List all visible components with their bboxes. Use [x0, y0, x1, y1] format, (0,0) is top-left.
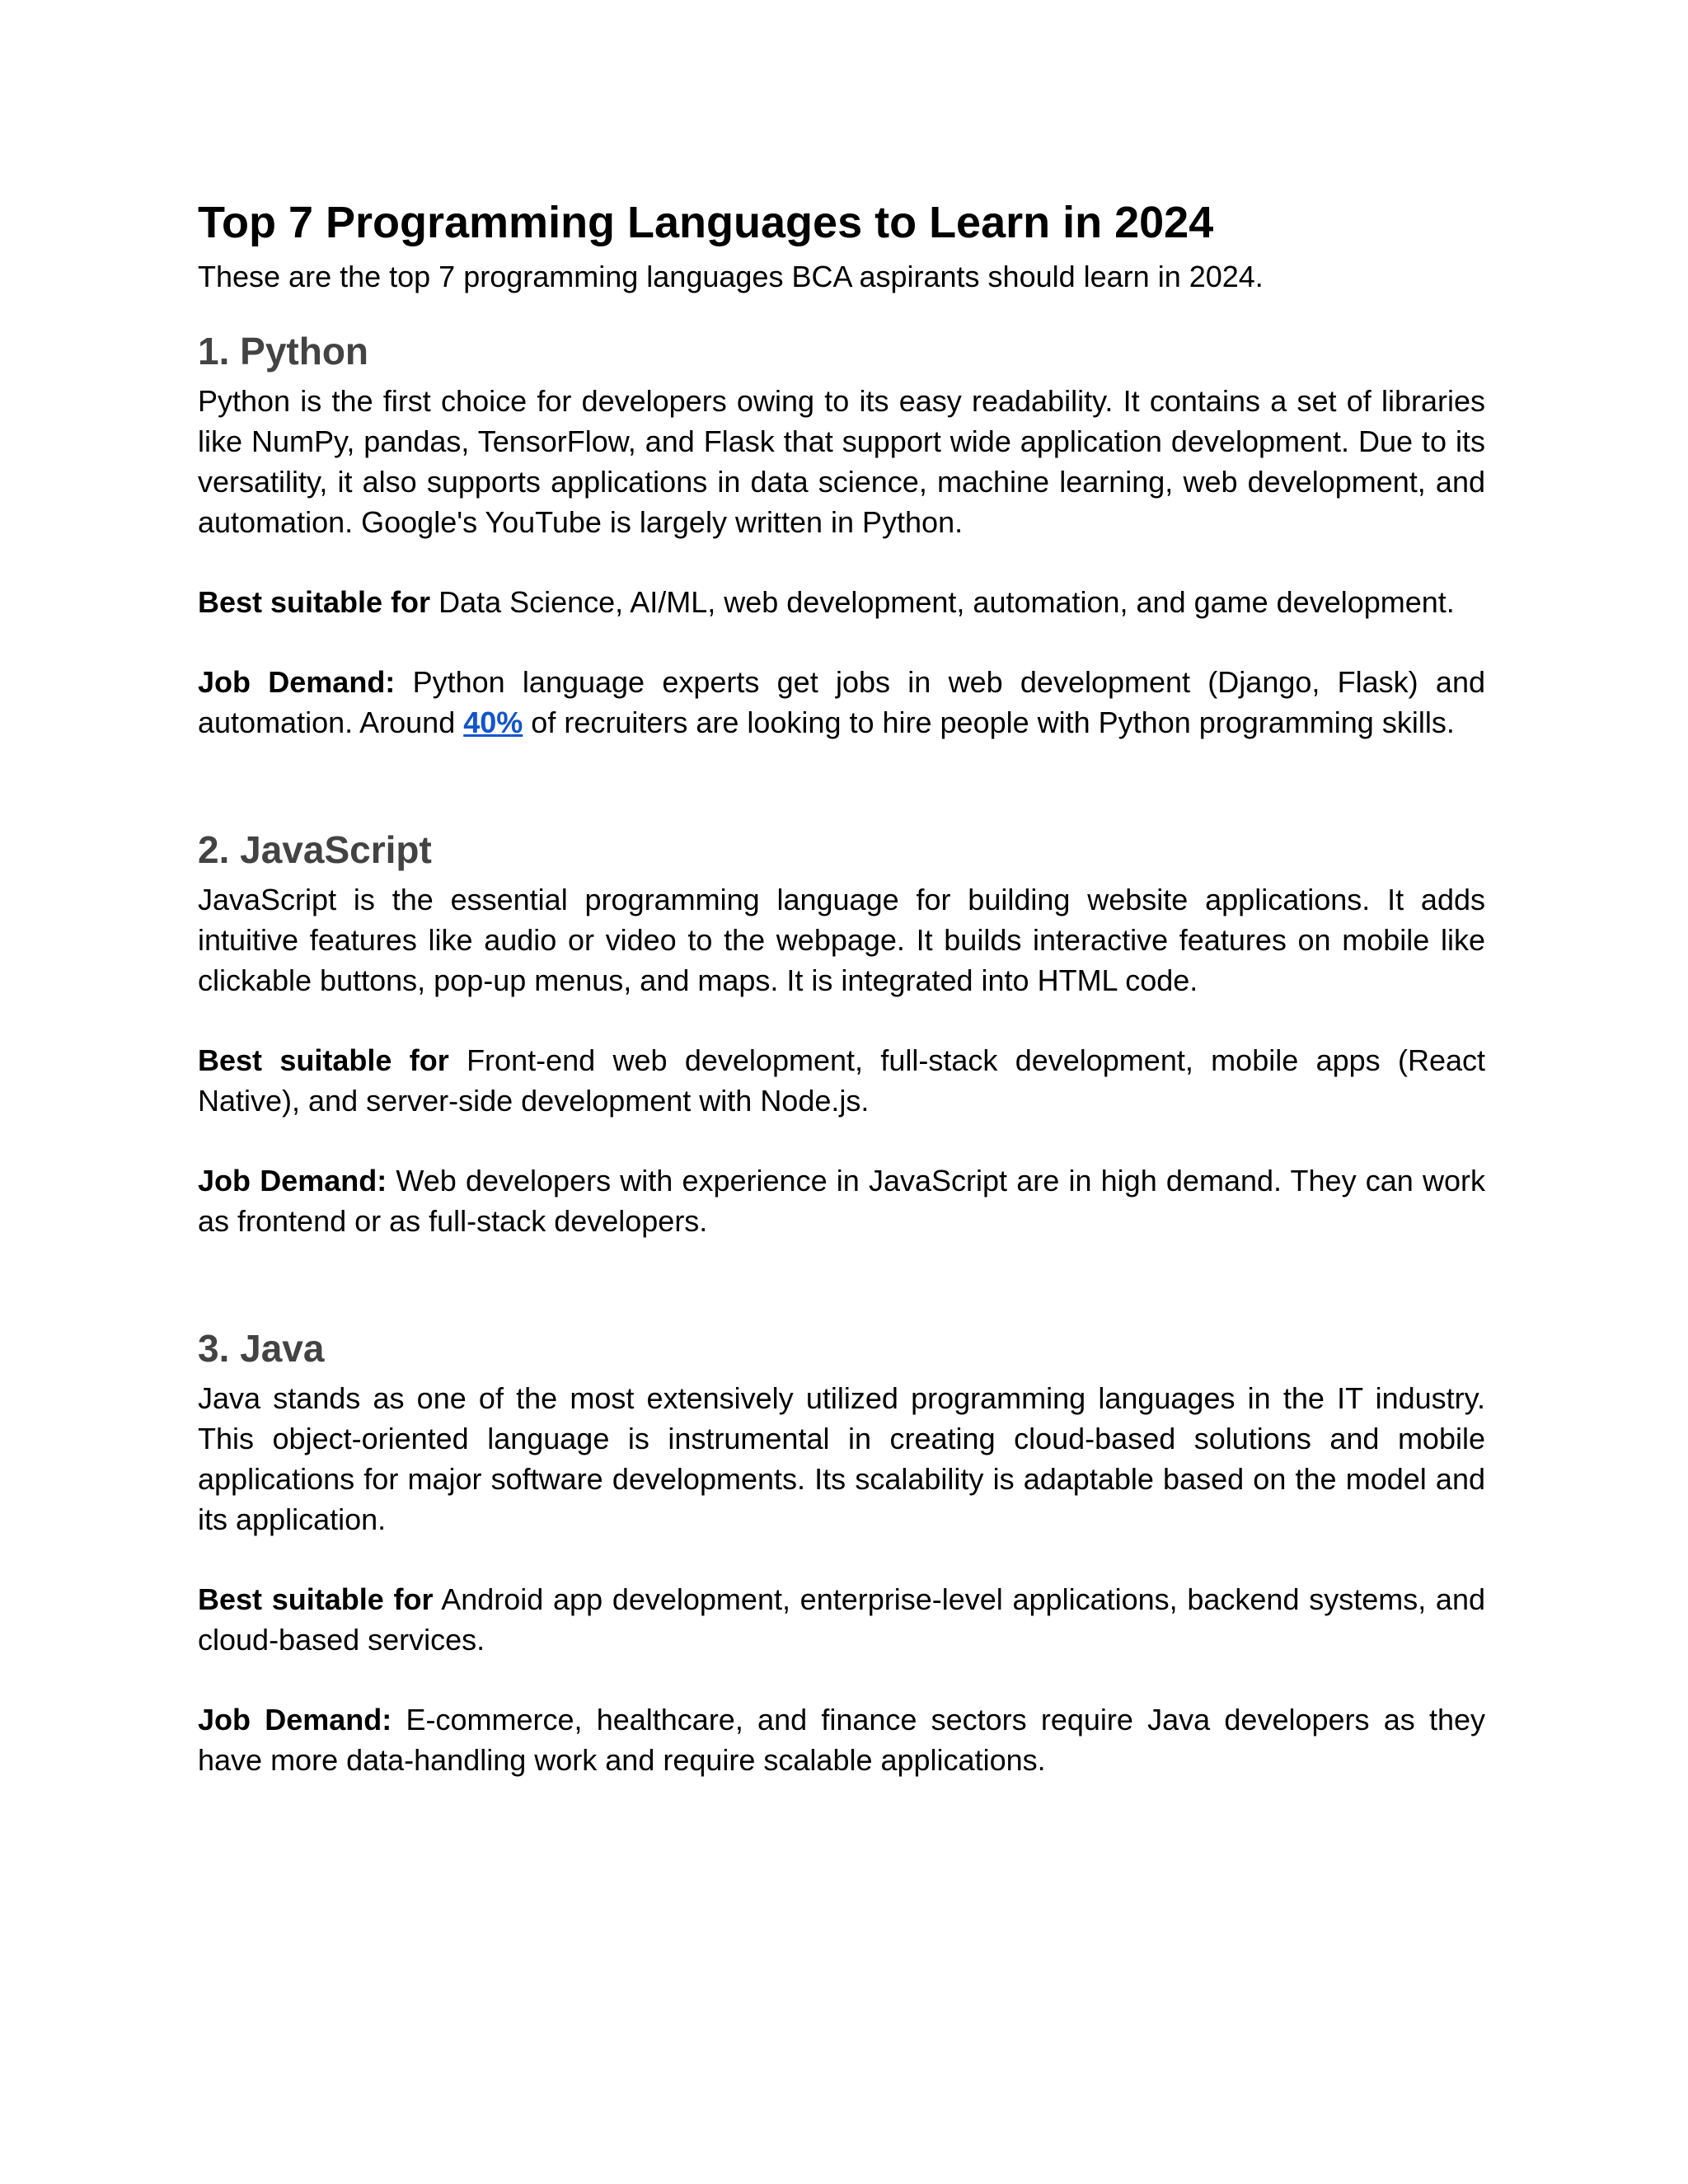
- best-suitable-paragraph: [198, 1040, 1485, 1121]
- best-suitable-text: Front-end web development, full-stack development, mobile apps (React Native), and server-side development with Node.js.: [198, 1043, 1485, 1118]
- best-suitable-label: Best suitable for: [198, 1043, 449, 1077]
- best-suitable-label: Best suitable for: [198, 585, 431, 619]
- job-demand-paragraph: [198, 1160, 1485, 1241]
- job-demand-text: E-commerce, healthcare, and finance sectors require Java developers as they have more data-handling work and require scalable applications.: [198, 1703, 1486, 1777]
- section-javascript: [198, 825, 1485, 1241]
- page-title: Top 7 Programming Languages to Learn in 2024: [198, 198, 1214, 247]
- best-suitable-text: Data Science, AI/ML, web development, automation, and game development.: [430, 585, 1455, 619]
- job-demand-label: Job Demand:: [198, 665, 396, 699]
- section-description: JavaScript is the essential programming language for building website applications. It adds intuitive features like audio or video to the webpage. It builds interactive features on mobile like clickable buttons, pop-up menus, and maps. It is integrated into HTML code.: [198, 883, 1485, 997]
- job-demand-text: Python language experts get jobs in web development (Django, Flask) and automation. Around: [198, 665, 1485, 739]
- job-demand-text-after: of recruiters are looking to hire people with Python programming skills.: [523, 705, 1455, 739]
- job-demand-paragraph: [198, 1699, 1485, 1780]
- section-description: Python is the first choice for developers owing to its easy readability. It contains a set of libraries like NumPy, pandas, TensorFlow, and Flask that support wide application development. Due to its versatility, it also supports applications in data science, machine learning, web development, and automation. Google's YouTube is largely written in Python.: [198, 384, 1485, 539]
- document-page: [198, 194, 1485, 1780]
- best-suitable-paragraph: [198, 582, 1485, 622]
- section-heading: 1. Python: [198, 330, 369, 373]
- best-suitable-text: Android app development, enterprise-level applications, backend systems, and cloud-based services.: [198, 1582, 1485, 1657]
- section-heading: 2. JavaScript: [198, 828, 432, 871]
- best-suitable-label: Best suitable for: [198, 1582, 434, 1616]
- section-heading: 3. Java: [198, 1327, 325, 1370]
- intro-paragraph: These are the top 7 programming languages BCA aspirants should learn in 2024.: [198, 260, 1264, 293]
- job-demand-text: Web developers with experience in JavaScript are in high demand. They can work as frontend or as full-stack developers.: [198, 1164, 1486, 1238]
- section-description: Java stands as one of the most extensively utilized programming languages in the IT industry. This object-oriented language is instrumental in creating cloud-based solutions and mobile applications for major software developments. Its scalability is adaptable based on the model and its application.: [198, 1381, 1485, 1536]
- job-demand-label: Job Demand:: [198, 1703, 392, 1736]
- best-suitable-paragraph: [198, 1579, 1485, 1660]
- job-demand-paragraph: [198, 662, 1485, 743]
- job-demand-label: Job Demand:: [198, 1164, 387, 1197]
- recruiters-percentage-link[interactable]: 40%: [463, 705, 523, 739]
- section-python: [198, 326, 1485, 743]
- section-java: [198, 1324, 1485, 1780]
